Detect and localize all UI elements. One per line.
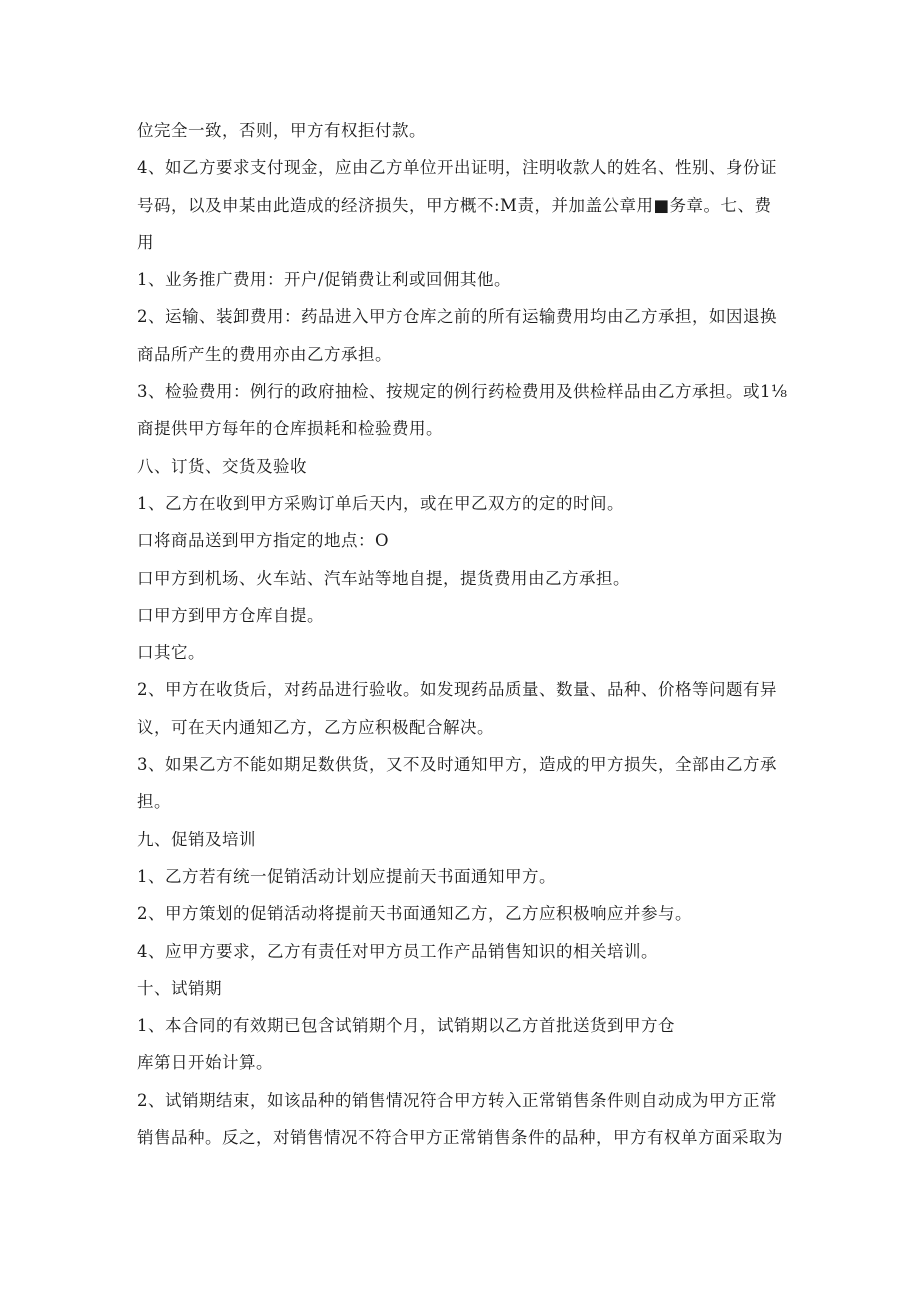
section-heading: 九、促销及培训 <box>137 829 256 849</box>
text-line: 1、业务推广费用：开户/促销费让利或回佣其他。 <box>137 270 512 290</box>
text-line: 2、运输、装卸费用：药品进入甲方仓库之前的所有运输费用均由乙方承担，如因退换 <box>137 307 777 327</box>
text-line: 用 <box>137 232 154 252</box>
text-line: 1、乙方在收到甲方采购订单后天内，或在甲乙双方的定的时间。 <box>137 493 624 513</box>
document-body <box>137 112 797 1156</box>
checkbox-option-line: 口其它。 <box>137 643 205 663</box>
text-line: 销售品种。反之，对销售情况不符合甲方正常销售条件的品种，甲方有权单方面采取为 <box>137 1128 783 1148</box>
text-line: 库第日开始计算。 <box>137 1053 273 1073</box>
checkbox-option-line: 口甲方到甲方仓库自提。 <box>137 605 324 625</box>
text-line: 号码，以及申某由此造成的经济损失，甲方概不:M责，并加盖公章用■务章。七、费 <box>137 195 772 215</box>
text-line: 位完全一致，否则，甲方有权拒付款。 <box>137 121 426 140</box>
text-line: 商品所产生的费用亦由乙方承担。 <box>137 344 392 364</box>
text-line: 议，可在天内通知乙方，乙方应积极配合解决。 <box>137 717 494 737</box>
text-line: 2、甲方策划的促销活动将提前天书面通知乙方，乙方应积极响应并参与。 <box>137 904 692 924</box>
text-line: 担。 <box>137 792 171 812</box>
text-line: 1、本合同的有效期已包含试销期个月，试销期以乙方首批送货到甲方仓 <box>137 1016 675 1036</box>
text-line: 2、试销期结束，如该品种的销售情况符合甲方转入正常销售条件则自动成为甲方正常 <box>137 1090 777 1110</box>
text-line: 2、甲方在收货后，对药品进行验收。如发现药品质量、数量、品种、价格等问题有异 <box>137 680 777 700</box>
text-line: 4、如乙方要求支付现金，应由乙方单位开出证明，注明收款人的姓名、性别、身份证 <box>137 158 777 178</box>
text-line: 商提供甲方每年的仓库损耗和检验费用。 <box>137 419 443 439</box>
text-line: 3、检验费用：例行的政府抽检、按规定的例行药检费用及供检样品由乙方承担。或1⅛ <box>137 382 788 402</box>
section-heading: 十、试销期 <box>137 978 222 998</box>
checkbox-option-line: 口将商品送到甲方指定的地点：O <box>137 531 390 551</box>
text-line: 1、乙方若有统一促销活动计划应提前天书面通知甲方。 <box>137 866 556 886</box>
text-line: 4、应甲方要求，乙方有责任对甲方员工作产品销售知识的相关培训。 <box>137 941 658 961</box>
section-heading: 八、订货、交货及验收 <box>137 456 307 476</box>
checkbox-option-line: 口甲方到机场、火车站、汽车站等地自提，提货费用由乙方承担。 <box>137 568 630 588</box>
text-line: 3、如果乙方不能如期足数供货，又不及时通知甲方，造成的甲方损失，全部由乙方承 <box>137 755 777 775</box>
